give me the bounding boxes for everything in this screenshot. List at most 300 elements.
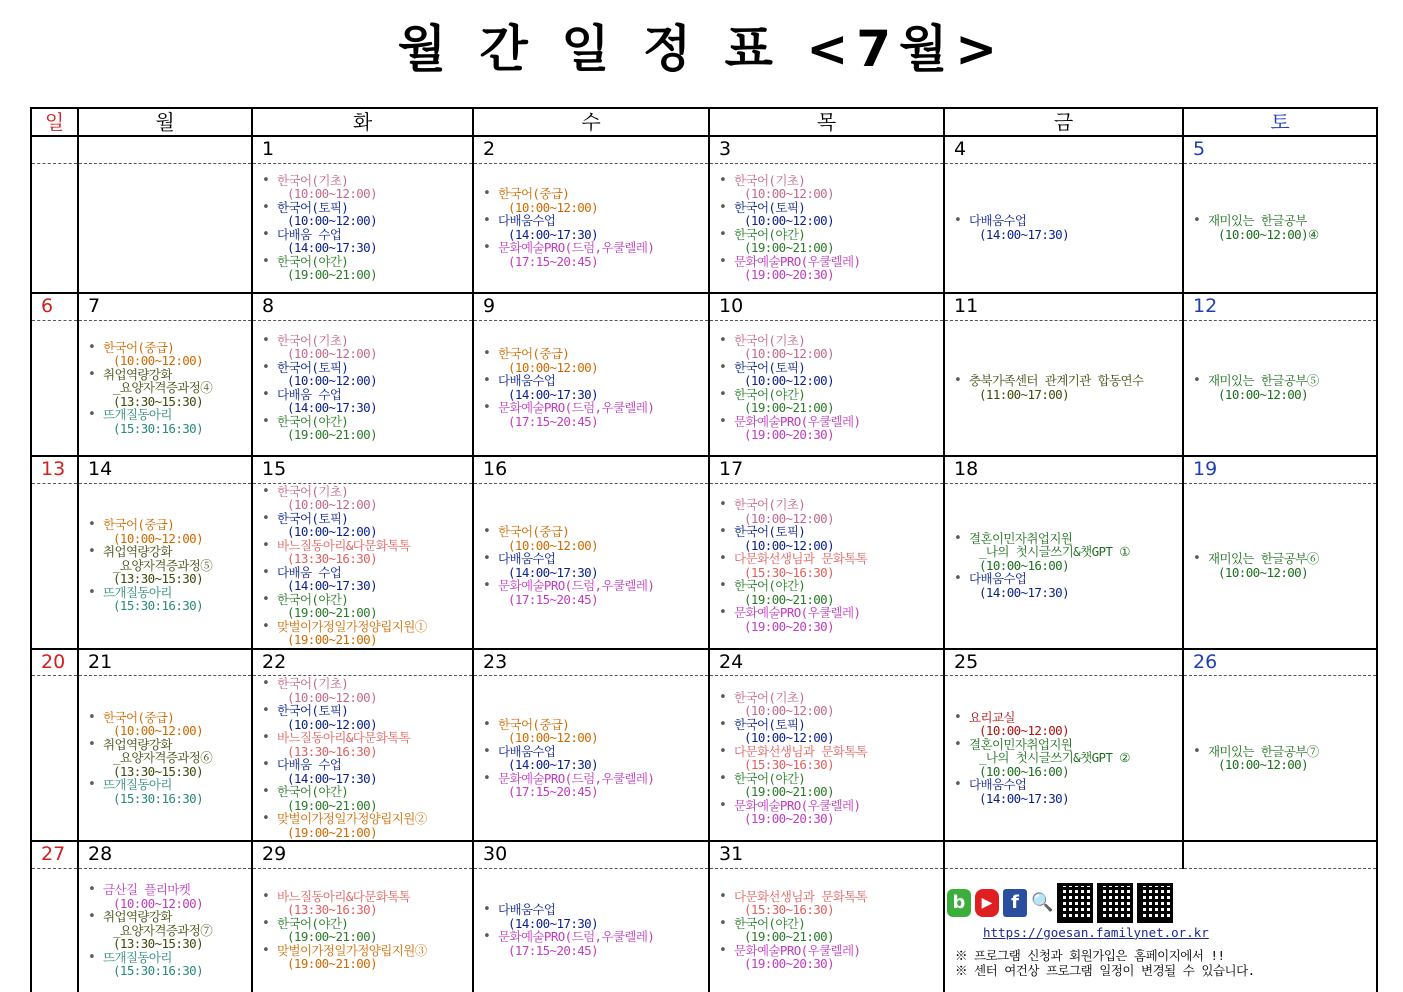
event-time: (10:00~12:00) [744,346,835,362]
date-number [944,841,1183,868]
day-cell [1183,163,1377,293]
date-number: 11 [944,293,1183,320]
date-number: 7 [78,293,252,320]
event-item [275,620,472,647]
event-item [732,525,943,552]
date-number: 26 [1183,649,1377,676]
event-name: 다문화선생님과 문화톡톡 [734,551,868,566]
event-name: 바느질동아리&다문화톡톡 [277,888,411,904]
date-number: 25 [944,649,1183,676]
event-name: 한국어(기초) [277,172,349,188]
event-name: 맞벌이가정일가정양립지원③ [277,942,427,958]
event-time: (13:30~15:30) [113,936,204,951]
event-name: 뜨개질동아리 [103,777,172,793]
event-time: (13:30~15:30) [113,571,204,587]
event-name: 한국어(야간) [734,386,806,402]
event-time: (15:30:16:30) [113,963,204,978]
event-name: 한국어(토픽) [734,199,806,215]
event-name: 한국어(중급) [103,517,175,533]
event-name: 맞벌이가정일가정양립지원① [277,618,427,634]
event-time: (14:00~17:30) [508,915,599,931]
event-name: 취업역량강화 [103,366,172,382]
day-cell [252,483,473,649]
event-time: _요양자격증과정⑥ [113,750,213,766]
event-time: (10:00~12:00) [287,346,378,362]
event-list [496,347,708,428]
event-item [275,704,472,731]
event-time: (19:00~21:00) [744,400,835,416]
day-cell [1183,483,1377,649]
day-cell [709,320,944,456]
events-row [31,868,1377,992]
event-name: 한국어(기초) [734,172,806,188]
event-time: (13:30~16:30) [287,743,378,759]
event-time: (14:00~17:30) [508,564,599,580]
event-item [967,778,1182,805]
event-name: 한국어(기초) [277,676,349,691]
event-time: _나의 첫시글쓰기&챗GPT ② [979,750,1130,766]
event-time: (14:00~17:30) [979,790,1070,806]
event-name: 다배움수업 [969,213,1027,229]
event-item [275,566,472,593]
event-item [275,890,472,917]
event-time: (15:30:16:30) [113,420,204,436]
event-name: 재미있는 한글공부⑦ [1208,743,1319,759]
event-list [496,718,708,799]
date-number: 21 [78,649,252,676]
event-time: (19:00~20:30) [744,811,835,826]
event-item [967,572,1182,599]
event-item [967,214,1182,241]
event-item [732,255,943,282]
day-cell [473,676,709,842]
event-list [1206,745,1376,772]
event-item [496,187,708,214]
event-item [1206,214,1376,241]
event-time: (10:00~12:00) [113,723,204,739]
event-name: 한국어(토픽) [277,359,349,375]
event-item [275,512,472,539]
event-time: (14:00~17:30) [979,226,1070,242]
qr-code-icon [1137,883,1173,923]
event-item [732,944,943,971]
event-time: (14:00~17:30) [508,386,599,402]
event-time: (15:30~16:30) [744,757,835,772]
event-item [496,347,708,374]
event-time: (14:00~17:30) [287,400,378,416]
event-time: (10:00~12:00) [287,373,378,389]
event-name: 다배움 수업 [277,564,342,580]
date-number: 18 [944,456,1183,483]
event-time: (13:30~15:30) [113,393,204,409]
day-cell [31,483,78,649]
event-list [732,890,943,971]
event-item [967,532,1182,573]
event-time: (19:00~21:00) [287,824,378,840]
event-name: 다배움 수업 [277,757,342,772]
day-cell [709,676,944,842]
event-name: 재미있는 한글공부⑥ [1208,551,1319,566]
day-cell [78,320,252,456]
event-name: 한국어(야간) [277,784,349,799]
event-item [1206,552,1376,579]
event-time: (10:00~12:00) [744,510,835,526]
event-time: (10:00~16:00) [979,763,1070,779]
date-number: 28 [78,841,252,868]
date-number-row [31,293,1377,320]
event-item [101,738,251,779]
event-name: 한국어(중급) [498,524,570,539]
event-time: (15:30:16:30) [113,598,204,614]
event-name: 다배움 수업 [277,386,342,402]
event-item [732,174,943,201]
event-item [275,758,472,785]
event-list [275,890,472,971]
event-name: 한국어(토픽) [277,199,349,215]
event-item [275,677,472,704]
date-number: 30 [473,841,709,868]
event-item [1206,374,1376,401]
event-time: (19:00~21:00) [287,632,378,647]
day-cell [473,320,709,456]
date-number: 29 [252,841,473,868]
event-name: 한국어(기초) [277,483,349,499]
event-time: (13:30~15:30) [113,763,204,779]
event-name: 문화예술PRO(우쿨렐레) [734,413,861,429]
event-name: 문화예술PRO(우쿨렐레) [734,605,861,620]
event-item [732,772,943,799]
event-name: 다배움수업 [498,551,556,566]
date-number: 2 [473,136,709,163]
event-time: _요양자격증과정⑤ [113,557,213,573]
event-item [1206,745,1376,772]
event-name: 취업역량강화 [103,909,172,924]
day-cell [1183,676,1377,842]
day-cell [1183,320,1377,456]
event-name: 문화예술PRO(드럼,우쿨렐레) [498,578,655,593]
event-item [496,525,708,552]
event-item [732,201,943,228]
event-item [101,586,251,613]
event-time: (10:00~12:00) [744,186,835,202]
event-item [732,498,943,525]
weekday-header: 목 [709,108,944,136]
event-list [1206,374,1376,401]
event-item [732,691,943,718]
event-time: (10:00~12:00) [744,213,835,229]
day-cell [252,676,473,842]
blog-icon[interactable]: b [947,889,971,917]
event-item [101,518,251,545]
event-item [732,579,943,606]
event-name: 한국어(토픽) [734,359,806,375]
event-item [275,539,472,566]
event-item [496,552,708,579]
event-time: (10:00~12:00) [287,186,378,202]
page-title: 월 간 일 정 표 <7월> [397,20,1006,78]
event-time: (19:00~20:30) [744,618,835,634]
event-time: (10:00~12:00) [508,730,599,745]
event-name: 한국어(중급) [103,709,175,725]
event-time: (10:00~12:00) [287,689,378,705]
event-item [275,201,472,228]
event-time: (19:00~21:00) [287,605,378,620]
event-item [275,334,472,361]
event-item [496,745,708,772]
event-name: 금산길 플리마켓 [103,882,191,897]
day-cell [944,163,1183,293]
date-number: 16 [473,456,709,483]
event-name: 한국어(야간) [277,915,349,931]
event-item [101,883,251,910]
calendar-table [30,107,1378,992]
event-item [275,944,472,971]
event-item [101,711,251,738]
date-number: 14 [78,456,252,483]
event-name: 한국어(기초) [734,689,806,705]
event-item [496,903,708,930]
event-name: 문화예술PRO(드럼,우쿨렐레) [498,929,655,945]
event-time: (15:30~16:30) [744,564,835,580]
event-item [496,401,708,428]
events-row [31,320,1377,456]
weekday-header: 금 [944,108,1183,136]
day-cell [78,676,252,842]
day-cell [944,483,1183,649]
event-item [275,415,472,442]
event-time: (17:15~20:45) [508,253,599,269]
event-time: (14:00~17:30) [508,226,599,242]
date-number: 10 [709,293,944,320]
event-name: 맞벌이가정일가정양립지원② [277,811,427,826]
event-list [275,174,472,282]
event-time: (19:00~21:00) [744,929,835,945]
date-number: 1 [252,136,473,163]
event-name: 요리교실 [969,709,1015,725]
event-time: (17:15~20:45) [508,591,599,607]
event-name: 문화예술PRO(우쿨렐레) [734,253,861,269]
event-name: 뜨개질동아리 [103,584,172,600]
event-time: (10:00~12:00) [1218,564,1309,580]
event-item [101,910,251,951]
date-number [78,136,252,163]
event-name: 결혼이민자취업지원 [969,530,1073,546]
event-time: (19:00~21:00) [287,267,378,283]
event-item [732,606,943,633]
event-item [967,738,1182,779]
events-row [31,483,1377,649]
date-number: 12 [1183,293,1377,320]
day-cell [31,320,78,456]
event-item [496,241,708,268]
date-number: 8 [252,293,473,320]
event-time: (10:00~12:00) [744,373,835,389]
notice-schedule-change: ※ 센터 여건상 프로그램 일정이 변경될 수 있습니다. [955,962,1255,978]
event-time: (19:00~21:00) [287,929,378,945]
day-cell [473,868,709,992]
event-item [275,785,472,812]
date-number: 27 [31,841,78,868]
event-name: 다배움수업 [498,902,556,918]
event-time: (19:00~21:00) [287,427,378,443]
event-name: 한국어(중급) [498,716,570,732]
day-cell [78,868,252,992]
date-number: 4 [944,136,1183,163]
day-cell [31,163,78,293]
event-time: (10:00~12:00) [508,199,599,215]
day-cell [78,163,252,293]
homepage-link[interactable]: https://goesan.familynet.or.kr [983,924,1209,940]
event-time: (13:30~16:30) [287,902,378,918]
event-item [496,930,708,957]
event-item [101,951,251,978]
event-name: 문화예술PRO(드럼,우쿨렐레) [498,770,655,786]
youtube-icon[interactable]: ▶ [975,889,999,917]
qr-code-icon [1097,883,1133,923]
event-time: (13:30~16:30) [287,551,378,566]
event-list [967,214,1182,241]
event-name: 한국어(중급) [498,346,570,362]
event-time: (10:00~12:00) [744,537,835,553]
date-number: 17 [709,456,944,483]
day-cell [31,676,78,842]
date-number: 23 [473,649,709,676]
day-cell [31,868,78,992]
event-item [732,228,943,255]
events-row [31,676,1377,842]
event-name: 다배움수업 [969,571,1027,587]
event-time: (19:00~21:00) [744,240,835,256]
event-name: 한국어(야간) [277,413,349,429]
event-name: 다문화선생님과 문화톡톡 [734,743,868,759]
event-name: 한국어(토픽) [734,716,806,732]
date-number: 22 [252,649,473,676]
event-time: (19:00~21:00) [287,797,378,813]
event-item [496,718,708,745]
day-cell [709,483,944,649]
date-number [31,136,78,163]
event-name: 한국어(토픽) [277,510,349,526]
event-time: (10:00~12:00) [287,497,378,512]
footer-info-cell [944,868,1377,992]
event-time: (10:00~12:00) [508,537,599,553]
weekday-header: 수 [473,108,709,136]
event-time: (19:00~20:30) [744,956,835,972]
event-name: 한국어(야간) [734,226,806,242]
search-icon[interactable]: 🔍 [1031,892,1054,914]
event-name: 한국어(기초) [734,332,806,348]
event-item [496,772,708,799]
day-cell [944,676,1183,842]
event-time: (17:15~20:45) [508,784,599,799]
date-number-row [31,136,1377,163]
event-time: (10:00~16:00) [979,557,1070,573]
event-list [275,677,472,839]
events-row [31,163,1377,293]
day-cell [709,163,944,293]
date-number [1183,841,1377,868]
event-time: (10:00~12:00) [744,703,835,718]
event-list [101,711,251,806]
facebook-icon[interactable]: f [1003,889,1027,917]
qr-code-icon [1057,883,1093,923]
event-name: 재미있는 한글공부 [1208,213,1307,229]
notice-signup: ※ 프로그램 신청과 회원가입은 홈페이지에서 !! [955,947,1225,963]
event-time: (19:00~20:30) [744,267,835,283]
date-number-row [31,456,1377,483]
event-time: (10:00~12:00) [744,730,835,745]
day-cell [944,320,1183,456]
event-name: 한국어(야간) [734,770,806,786]
date-number: 24 [709,649,944,676]
day-cell [78,483,252,649]
event-item [275,812,472,839]
event-list [732,174,943,282]
event-time: (10:00~12:00) [113,530,204,546]
day-cell [709,868,944,992]
event-time: (10:00~12:00)④ [1218,226,1319,242]
event-time: (10:00~12:00) [287,213,378,229]
event-name: 뜨개질동아리 [103,407,172,422]
event-name: 한국어(중급) [498,186,570,202]
event-time: (10:00~12:00) [979,723,1070,739]
date-number: 19 [1183,456,1377,483]
event-name: 다배움수업 [498,213,556,229]
event-list [101,883,251,978]
event-list [732,691,943,826]
event-name: 다배움수업 [498,373,556,389]
date-number: 6 [31,293,78,320]
date-number: 9 [473,293,709,320]
event-item [967,711,1182,738]
date-number-row [31,841,1377,868]
event-item [275,255,472,282]
event-time: (10:00~12:00) [287,716,378,732]
event-name: 바느질동아리&다문화톡톡 [277,730,411,745]
event-name: 한국어(야간) [277,253,349,269]
event-name: 한국어(토픽) [734,524,806,539]
event-time: (14:00~17:30) [287,240,378,256]
date-number: 20 [31,649,78,676]
event-item [275,917,472,944]
weekday-header: 일 [31,108,78,136]
event-time: (17:15~20:45) [508,942,599,958]
event-item [732,890,943,917]
event-item [275,388,472,415]
event-name: 문화예술PRO(드럼,우쿨렐레) [498,240,655,256]
event-time: (19:00~21:00) [744,784,835,799]
event-item [732,415,943,442]
event-list [967,711,1182,806]
event-list [496,187,708,268]
event-item [101,545,251,586]
event-item [496,579,708,606]
event-name: 한국어(기초) [734,497,806,512]
event-name: 한국어(야간) [734,578,806,593]
event-time: (15:30~16:30) [744,902,835,918]
social-icons [945,883,1376,923]
event-list [732,334,943,442]
event-time: (14:00~17:30) [287,578,378,593]
event-item [732,334,943,361]
event-name: 취업역량강화 [103,544,172,560]
day-cell [252,320,473,456]
weekday-header: 토 [1183,108,1377,136]
event-item [275,731,472,758]
event-item [732,361,943,388]
event-name: 다배움수업 [969,777,1027,793]
event-time: (10:00~12:00) [1218,386,1309,402]
